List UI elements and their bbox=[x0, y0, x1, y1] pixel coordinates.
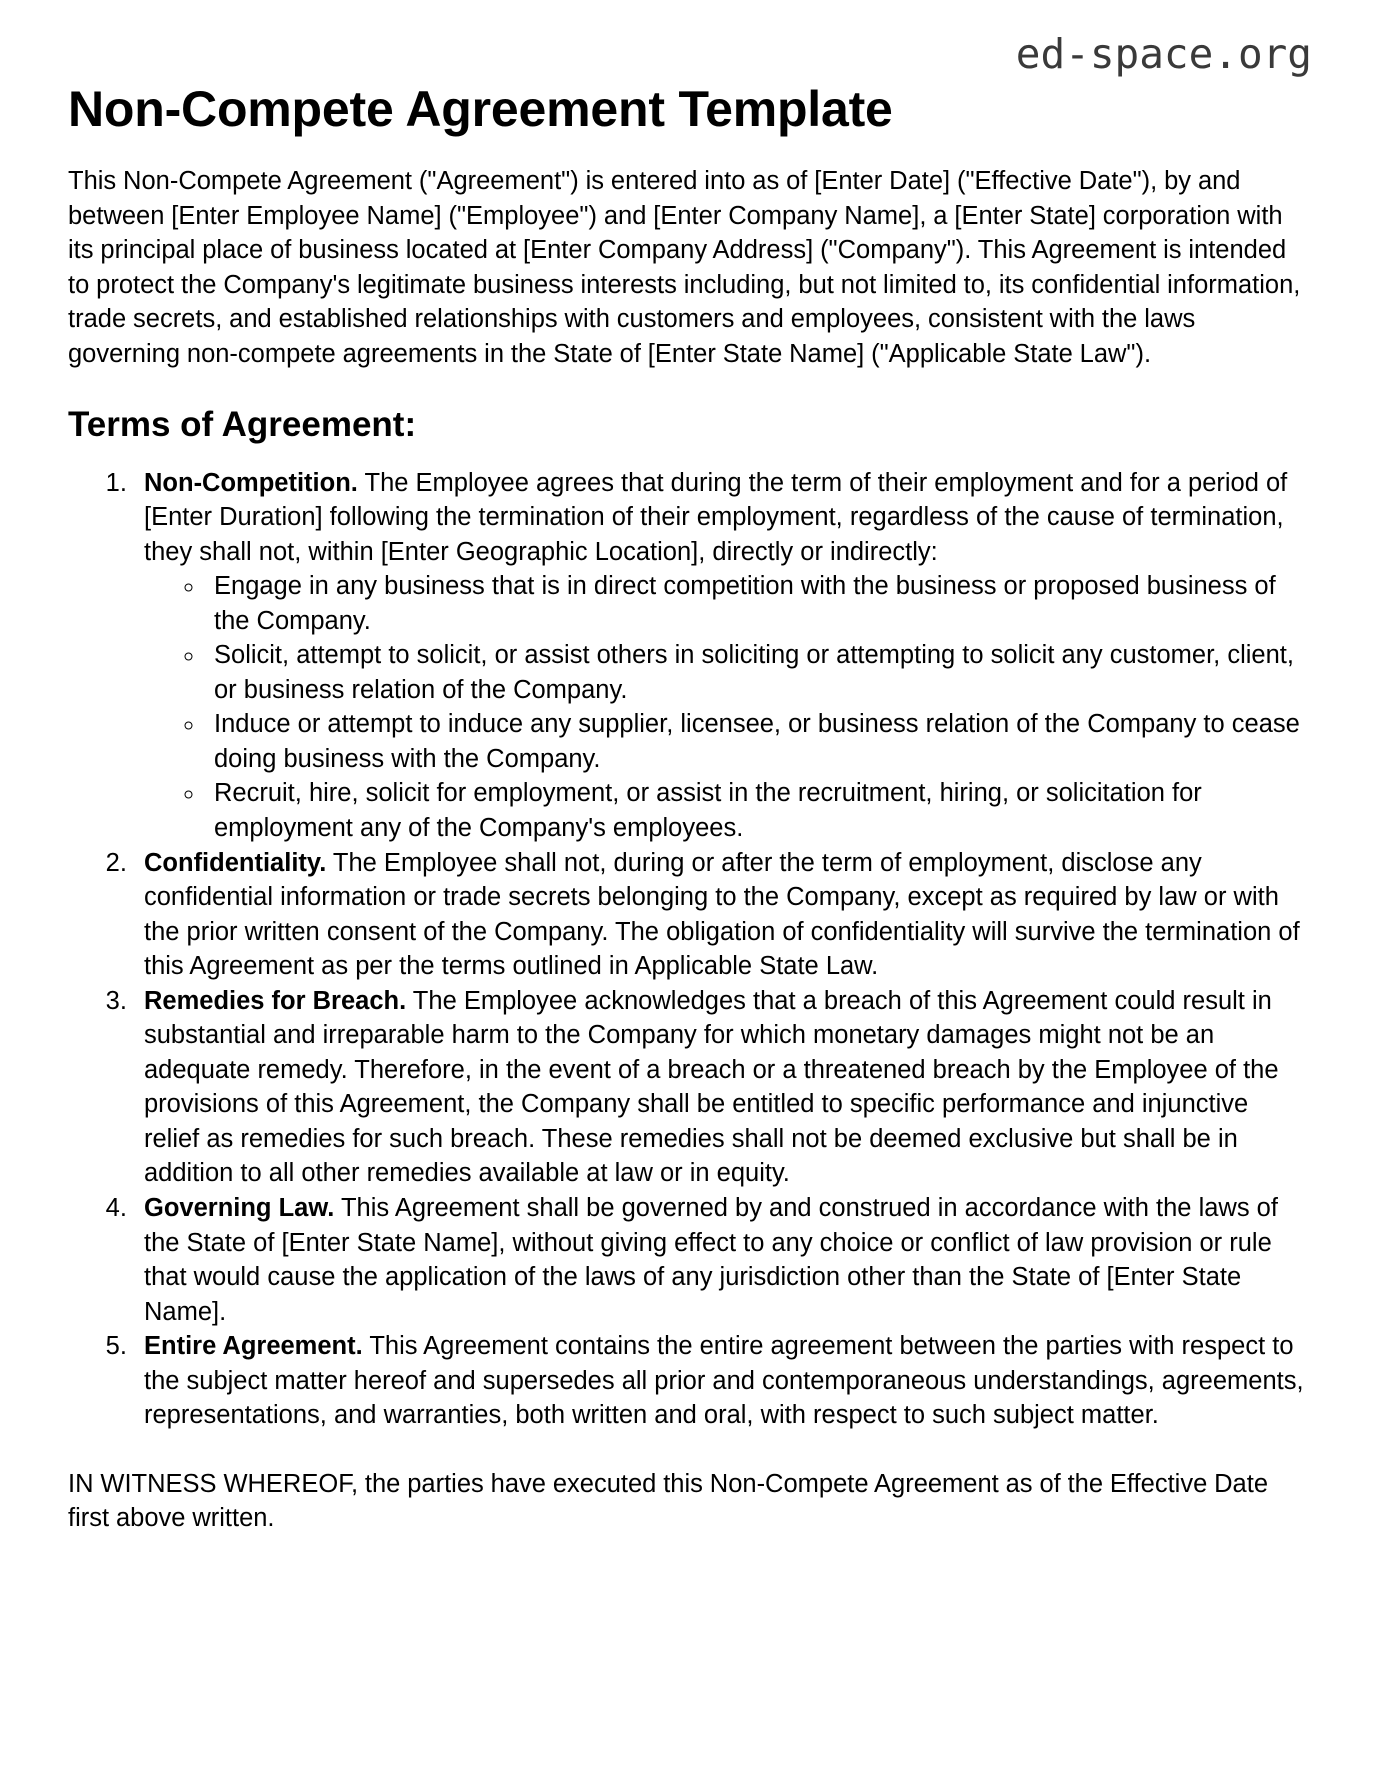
term-subitem: ◦ Solicit, attempt to solicit, or assist others in soliciting or attempting to solicit any customer, client, or business relation of the Company. bbox=[206, 638, 1306, 707]
terms-list bbox=[68, 452, 1306, 1433]
term-label: Entire Agreement. bbox=[144, 1332, 363, 1361]
intro-paragraph: This Non-Compete Agreement ("Agreement") is entered into as of [Enter Date] ("Effective Date"), by and between [Enter Employee Name] ("Employee") and [Enter Company Name], a [Enter State] corporation with its principal place of business located at [Enter Company Address] ("Company"). This Agreement is intended to protect the Company's legitimate business interests including, but not limited to, its confidential information, trade secrets, and established relationships with customers and employees, consistent with the laws governing non-compete agreements in the State of [Enter State Name] ("Applicable State Law"). bbox=[68, 167, 1301, 368]
term-label: Remedies for Breach. bbox=[144, 986, 407, 1015]
site-watermark: ed-space.org bbox=[1015, 30, 1312, 78]
term-label: Non-Competition. bbox=[144, 468, 358, 497]
term-item bbox=[134, 466, 1306, 846]
term-body: The Employee shall not, during or after the term of employment, disclose any confidential information or trade secrets belonging to the Company, except as required by law or with the prior written consent of the Company. The obligation of confidentiality will survive the termination of this Agreement as per the terms outlined in Applicable State Law. bbox=[144, 848, 1300, 981]
term-item bbox=[134, 1191, 1306, 1329]
term-body: The Employee agrees that during the term of their employment and for a period of [Enter Duration] following the termination of their employment, regardless of the cause of termination, they shall not, within [Enter Geographic Location], directly or indirectly: bbox=[144, 468, 1288, 566]
term-subitem: ◦ Recruit, hire, solicit for employment, or assist in the recruitment, hiring, or solicitation for employment any of the Company's employees. bbox=[206, 776, 1306, 845]
term-item bbox=[134, 984, 1306, 1191]
terms-heading: Terms of Agreement: bbox=[68, 405, 417, 445]
term-subitem: ◦ Engage in any business that is in direct competition with the business or proposed business of the Company. bbox=[206, 569, 1306, 638]
term-text bbox=[144, 846, 1306, 984]
page-title: Non-Compete Agreement Template bbox=[68, 81, 893, 137]
term-body: This Agreement contains the entire agreement between the parties with respect to the subject matter hereof and supersedes all prior and contemporaneous understandings, agreements, representations, and warranties, both written and oral, with respect to such subject matter. bbox=[144, 1332, 1304, 1430]
term-item bbox=[134, 846, 1306, 984]
term-text bbox=[144, 984, 1306, 1191]
term-text bbox=[144, 1329, 1306, 1433]
term-subitem: ◦ Induce or attempt to induce any supplier, licensee, or business relation of the Company to cease doing business with the Company. bbox=[206, 707, 1306, 776]
term-subitem-list bbox=[144, 569, 1306, 845]
term-body: This Agreement shall be governed by and construed in accordance with the laws of the State of [Enter State Name], without giving effect to any choice or conflict of law provision or rule that would cause the application of the laws of any jurisdiction other than the State of [Enter State Name]. bbox=[144, 1194, 1278, 1326]
term-label: Governing Law. bbox=[144, 1194, 335, 1223]
term-item bbox=[134, 1329, 1306, 1433]
term-text bbox=[144, 466, 1306, 570]
term-text bbox=[144, 1191, 1306, 1329]
term-body: The Employee acknowledges that a breach of this Agreement could result in substantial and irreparable harm to the Company for which monetary damages might not be an adequate remedy. Therefore, in the event of a breach or a threatened breach by the Employee of the provisions of this Agreement, the Company shall be entitled to specific performance and injunctive relief as remedies for such breach. These remedies shall not be deemed exclusive but shall be in addition to all other remedies available at law or in equity. bbox=[144, 986, 1279, 1188]
term-label: Confidentiality. bbox=[144, 848, 327, 877]
closing-paragraph: IN WITNESS WHEREOF, the parties have executed this Non-Compete Agreement as of the Effective Date first above written. bbox=[68, 1469, 1269, 1533]
